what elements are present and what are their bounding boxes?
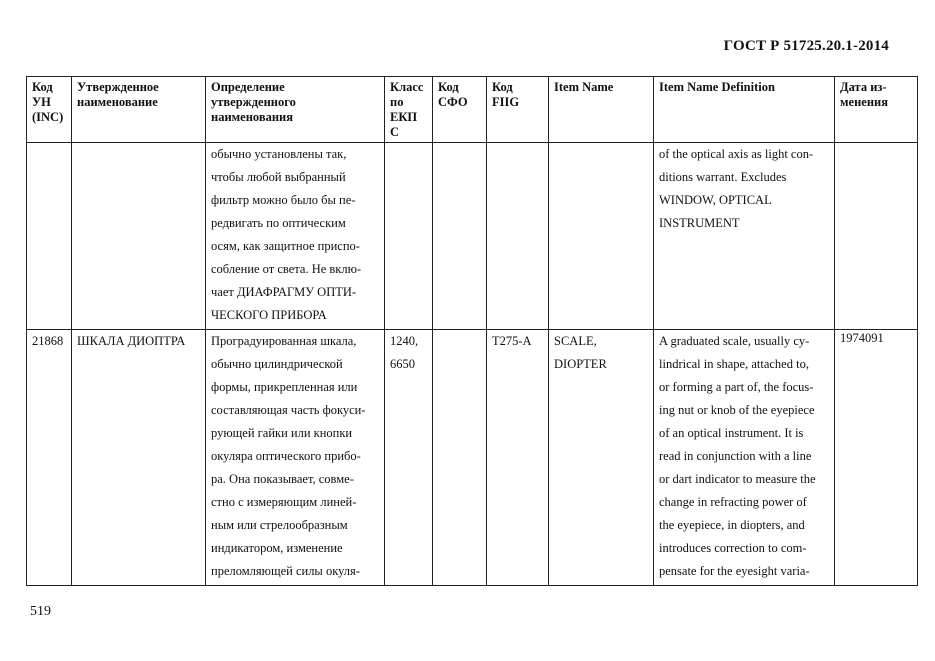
- page-number: 519: [30, 604, 51, 619]
- text-line: Код: [438, 80, 459, 94]
- cell-change-date: [835, 143, 918, 330]
- text-line: по: [390, 95, 404, 109]
- cell-change-date: 1974091: [835, 330, 918, 586]
- text-line: of the optical axis as light con-: [659, 147, 814, 161]
- cell-inc: [27, 143, 72, 330]
- cell-item-name: [549, 143, 654, 330]
- text-line: Item Name Definition: [659, 80, 775, 94]
- column-header-inc: [27, 77, 72, 143]
- text-line: WINDOW, OPTICAL: [659, 193, 772, 207]
- text-line: Утвержденное: [77, 80, 159, 94]
- cell-sfo-code: [433, 330, 487, 586]
- cell-inc: 21868: [27, 330, 72, 586]
- column-header-item-name: [549, 77, 654, 143]
- text-line: осям, как защитное приспо-: [211, 239, 360, 253]
- text-line: 6650: [390, 357, 415, 371]
- text-line: УН: [32, 95, 51, 109]
- text-line: рующей гайки или кнопки: [211, 426, 353, 440]
- text-line: собление от света. Не вклю-: [211, 262, 362, 276]
- text-line: обычно установлены так,: [211, 147, 347, 161]
- text-line: Класс: [390, 80, 424, 94]
- text-line: read in conjunction with a line: [659, 449, 812, 463]
- text-line: ным или стрелообразным: [211, 518, 348, 532]
- cell-fiig-code: T275-A: [487, 330, 549, 586]
- column-header-approved-name: [72, 77, 206, 143]
- text-line: фильтр можно было бы пе-: [211, 193, 356, 207]
- column-header-change-date: [835, 77, 918, 143]
- text-line: or forming a part of, the focus-: [659, 380, 814, 394]
- cell-definition-en: [654, 143, 835, 330]
- column-header-sfo-code: [433, 77, 487, 143]
- text-line: ЧЕСКОГО ПРИБОРА: [211, 308, 327, 322]
- table-header-row: [27, 77, 918, 143]
- text-line: редвигать по оптическим: [211, 216, 346, 230]
- text-line: Определение: [211, 80, 285, 94]
- text-line: Item Name: [554, 80, 614, 94]
- text-line: составляющая часть фокуси-: [211, 403, 366, 417]
- text-line: Дата из-: [840, 80, 887, 94]
- text-line: DIOPTER: [554, 357, 607, 371]
- column-header-item-name-definition: [654, 77, 835, 143]
- text-line: the eyepiece, in diopters, and: [659, 518, 805, 532]
- cell-definition-en: [654, 330, 835, 586]
- text-line: change in refracting power of: [659, 495, 807, 509]
- text-line: introduces correction to com-: [659, 541, 807, 555]
- text-line: pensate for the eyesight varia-: [659, 564, 810, 578]
- text-line: окуляра оптического прибо-: [211, 449, 361, 463]
- text-line: индикатором, изменение: [211, 541, 343, 555]
- cell-sfo-code: [433, 143, 487, 330]
- cell-ekps-class: [385, 143, 433, 330]
- text-line: INSTRUMENT: [659, 216, 740, 230]
- text-line: FIIG: [492, 95, 520, 109]
- text-line: наименования: [211, 110, 294, 124]
- text-line: наименование: [77, 95, 158, 109]
- text-line: утвержденного: [211, 95, 296, 109]
- text-line: ing nut or knob of the eyepiece: [659, 403, 815, 417]
- cell-definition-ru: [206, 330, 385, 586]
- column-header-definition-ru: [206, 77, 385, 143]
- text-line: SCALE,: [554, 334, 597, 348]
- catalog-table: [26, 76, 918, 586]
- text-line: ра. Она показывает, совме-: [211, 472, 354, 486]
- text-line: lindrical in shape, attached to,: [659, 357, 809, 371]
- text-line: Код: [492, 80, 513, 94]
- text-line: обычно цилиндрической: [211, 357, 343, 371]
- text-line: С: [390, 125, 400, 139]
- text-line: ditions warrant. Excludes: [659, 170, 787, 184]
- text-line: чает ДИАФРАГМУ ОПТИ-: [211, 285, 357, 299]
- text-line: менения: [840, 95, 888, 109]
- text-line: СФО: [438, 95, 468, 109]
- text-line: or dart indicator to measure the: [659, 472, 816, 486]
- cell-fiig-code: [487, 143, 549, 330]
- text-line: of an optical instrument. It is: [659, 426, 804, 440]
- text-line: формы, прикрепленная или: [211, 380, 358, 394]
- cell-approved-name: ШКАЛА ДИОПТРА: [72, 330, 206, 586]
- document-standard-number: ГОСТ Р 51725.20.1-2014: [723, 38, 889, 54]
- table-row: [27, 143, 918, 330]
- text-line: 1240,: [390, 334, 419, 348]
- text-line: (INC): [32, 110, 64, 124]
- cell-approved-name: [72, 143, 206, 330]
- text-line: стно с измеряющим линей-: [211, 495, 357, 509]
- text-line: A graduated scale, usually cy-: [659, 334, 810, 348]
- table-row: [27, 330, 918, 586]
- text-line: чтобы любой выбранный: [211, 170, 346, 184]
- cell-definition-ru: [206, 143, 385, 330]
- column-header-ekps-class: [385, 77, 433, 143]
- text-line: преломляющей силы окуля-: [211, 564, 360, 578]
- cell-item-name: [549, 330, 654, 586]
- column-header-fiig-code: [487, 77, 549, 143]
- text-line: Проградуированная шкала,: [211, 334, 357, 348]
- cell-ekps-class: [385, 330, 433, 586]
- text-line: Код: [32, 80, 53, 94]
- text-line: ЕКП: [390, 110, 418, 124]
